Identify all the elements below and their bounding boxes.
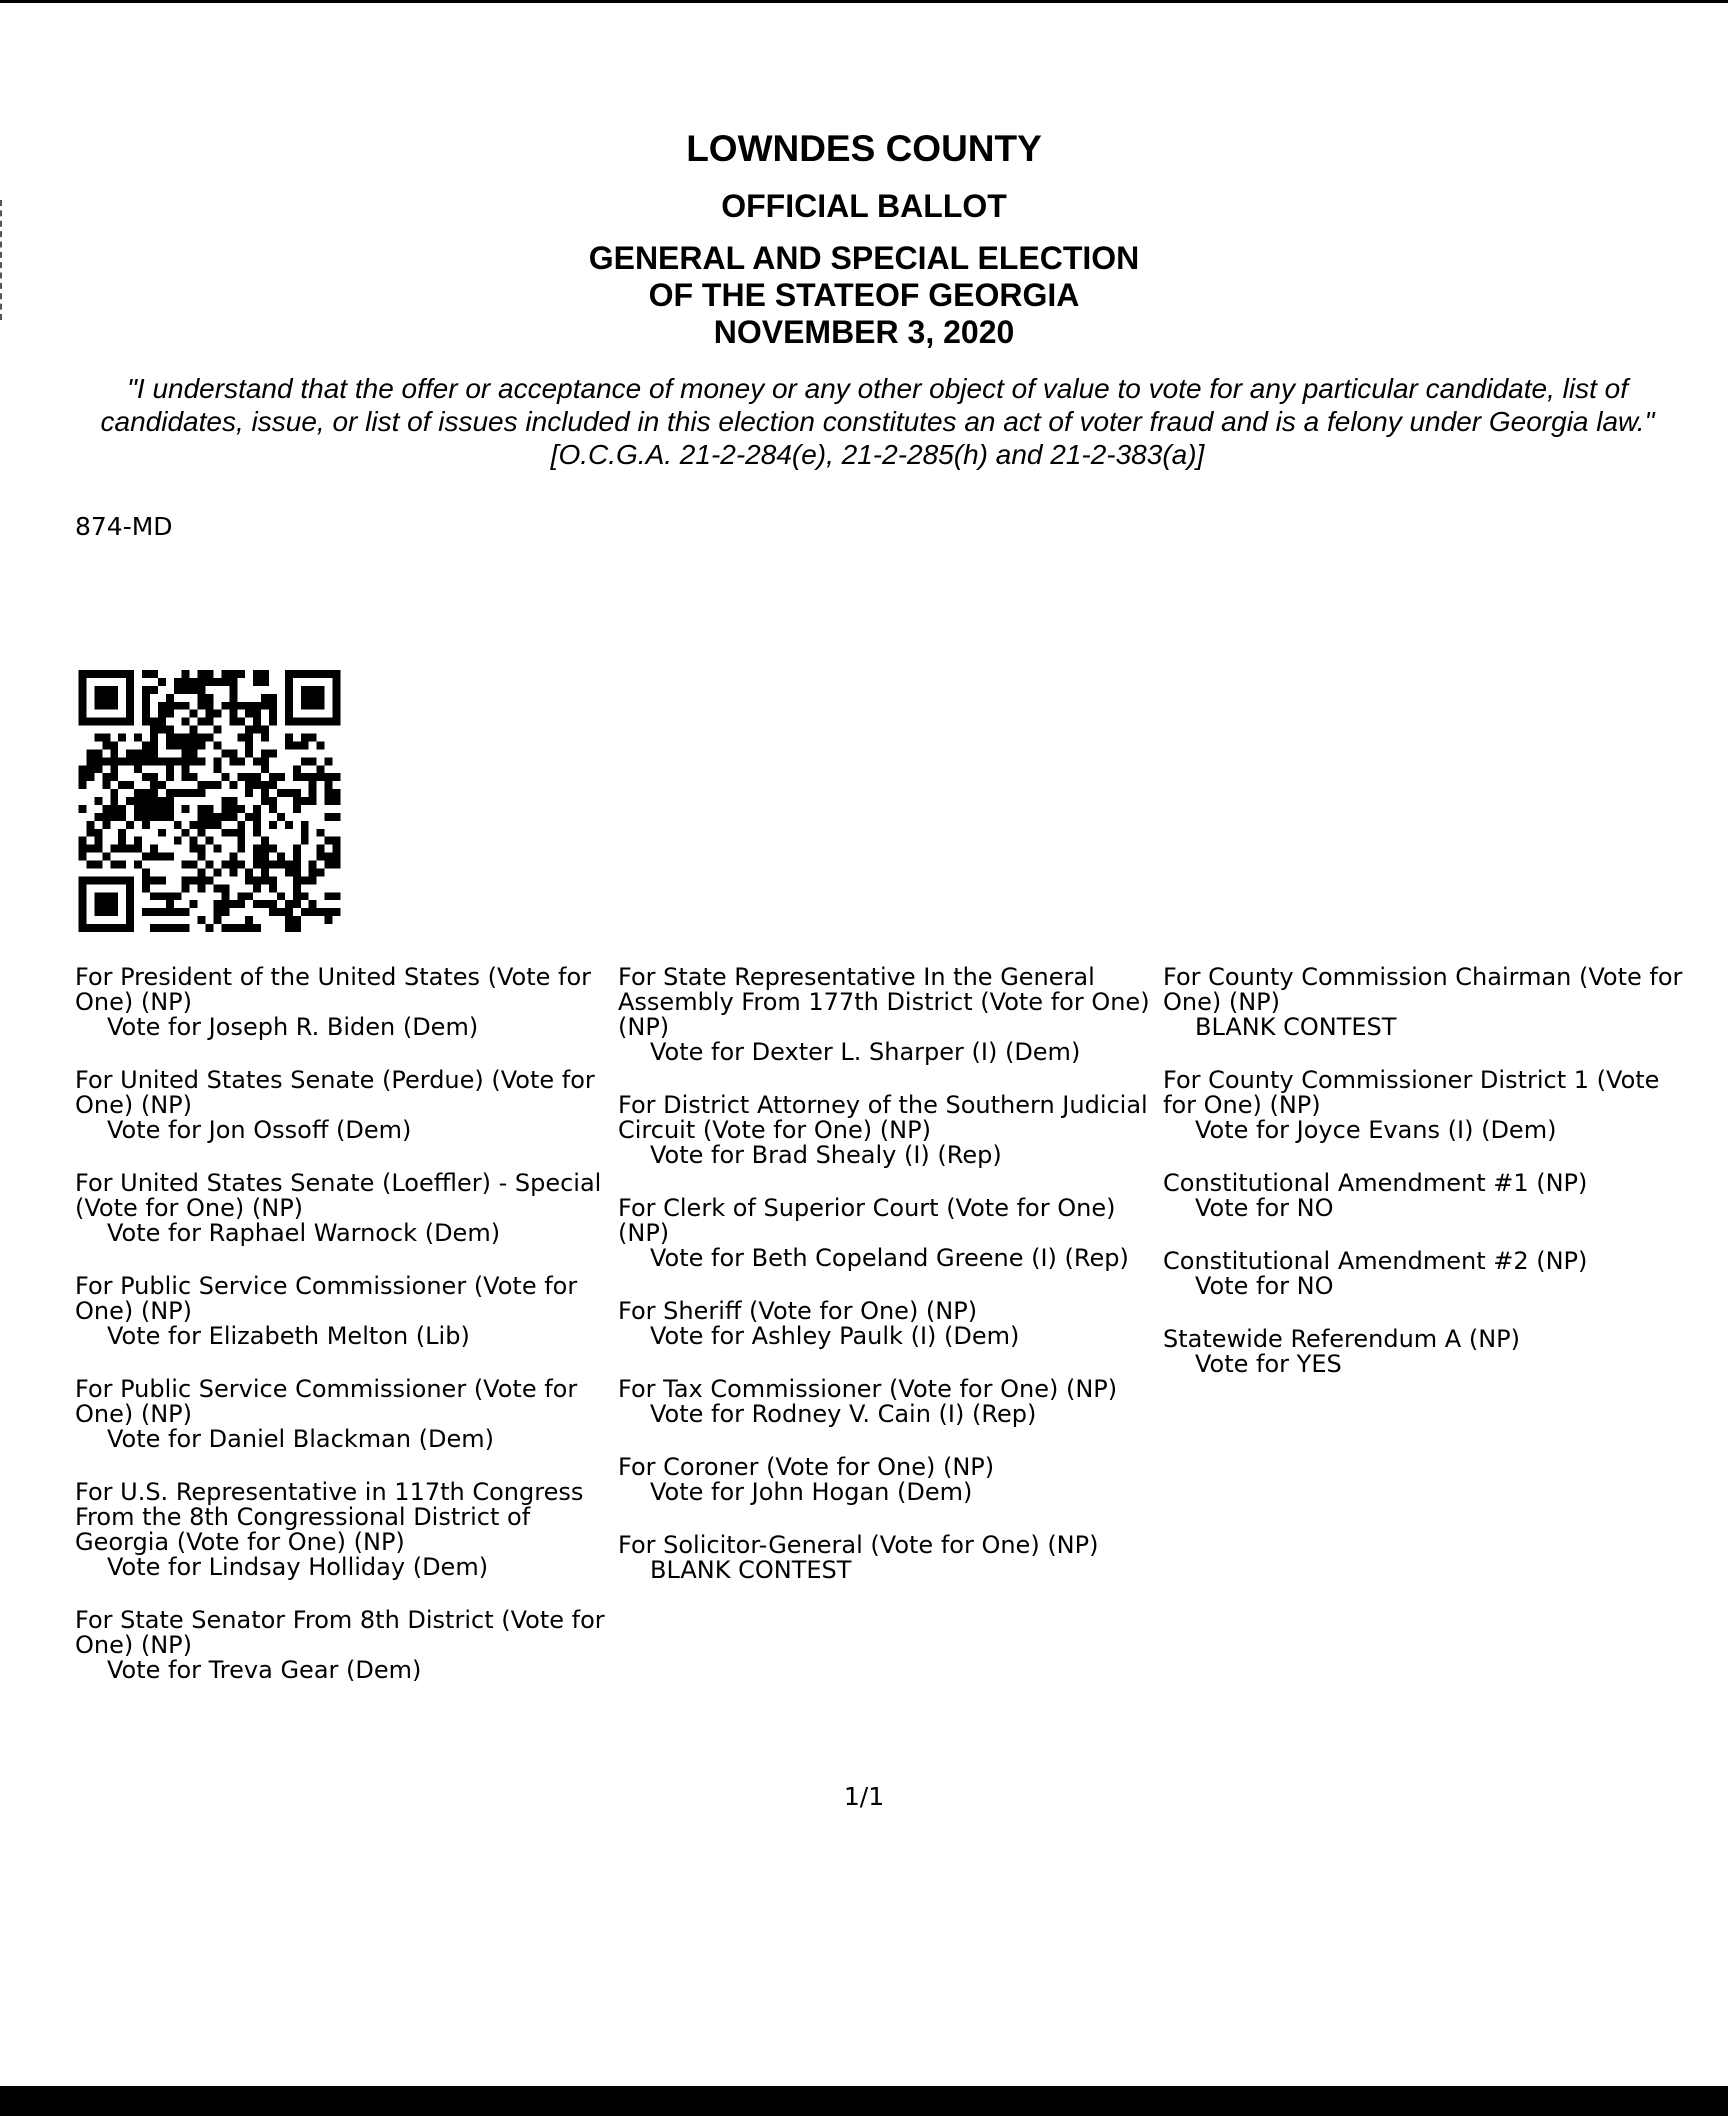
race-selection: BLANK CONTEST xyxy=(650,1556,852,1584)
race-title: For Solicitor-General (Vote for One) (NP) xyxy=(618,1531,1099,1559)
race-selection: Vote for Joseph R. Biden (Dem) xyxy=(107,1013,479,1041)
race-title: For U.S. Representative in 117th Congress From the 8th Congressional District of Georgia (Vote for One) (NP) xyxy=(75,1478,584,1556)
race-selection: Vote for Elizabeth Melton (Lib) xyxy=(107,1322,470,1350)
county-title: LOWNDES COUNTY xyxy=(686,128,1042,169)
race-item xyxy=(75,1608,615,1683)
race-title: For Public Service Commissioner (Vote for One) (NP) xyxy=(75,1375,578,1428)
race-title: For State Representative In the General Assembly From 177th District (Vote for One) (NP) xyxy=(618,963,1150,1041)
race-selection: Vote for Brad Shealy (I) (Rep) xyxy=(650,1141,1002,1169)
race-item xyxy=(75,1480,615,1580)
race-title: Constitutional Amendment #1 (NP) xyxy=(1163,1169,1588,1197)
race-item xyxy=(618,1196,1158,1271)
race-item xyxy=(1163,1068,1683,1143)
race-selection: Vote for YES xyxy=(1195,1350,1342,1378)
race-item xyxy=(75,1068,615,1143)
race-selection: Vote for Raphael Warnock (Dem) xyxy=(107,1219,501,1247)
races-column-2 xyxy=(618,965,1158,1611)
race-item xyxy=(618,1093,1158,1168)
voter-fraud-oath: "I understand that the offer or acceptance of money or any other object of value to vote for any particular candidate, list of candidates, issue, or list of issues included in this election constitutes an act of voter fraud and is a felony under Georgia law." [O.C.G.A. 21-2-284(e), 21-2-285(h) and 21-2-383(a)] xyxy=(100,373,1655,470)
race-selection: Vote for Ashley Paulk (I) (Dem) xyxy=(650,1322,1020,1350)
race-title: For County Commissioner District 1 (Vote for One) (NP) xyxy=(1163,1066,1660,1119)
race-item xyxy=(618,1377,1158,1427)
race-title: For Tax Commissioner (Vote for One) (NP) xyxy=(618,1375,1118,1403)
race-title: For District Attorney of the Southern Judicial Circuit (Vote for One) (NP) xyxy=(618,1091,1148,1144)
race-selection: Vote for Treva Gear (Dem) xyxy=(107,1656,422,1684)
race-title: For Sheriff (Vote for One) (NP) xyxy=(618,1297,978,1325)
race-title: For Clerk of Superior Court (Vote for One) (NP) xyxy=(618,1194,1116,1247)
race-item xyxy=(75,965,615,1040)
race-selection: Vote for Rodney V. Cain (I) (Rep) xyxy=(650,1400,1037,1428)
race-selection: Vote for Dexter L. Sharper (I) (Dem) xyxy=(650,1038,1081,1066)
race-item xyxy=(75,1274,615,1349)
race-title: For Coroner (Vote for One) (NP) xyxy=(618,1453,995,1481)
race-item xyxy=(618,1533,1158,1583)
race-title: For Public Service Commissioner (Vote for One) (NP) xyxy=(75,1272,578,1325)
race-title: For United States Senate (Perdue) (Vote for One) (NP) xyxy=(75,1066,595,1119)
race-title: For United States Senate (Loeffler) - Special (Vote for One) (NP) xyxy=(75,1169,602,1222)
race-title: For President of the United States (Vote for One) (NP) xyxy=(75,963,592,1016)
race-selection: Vote for NO xyxy=(1195,1272,1334,1300)
race-item xyxy=(1163,1327,1683,1377)
race-item xyxy=(1163,1171,1683,1221)
race-selection: Vote for Daniel Blackman (Dem) xyxy=(107,1425,495,1453)
race-selection: Vote for Joyce Evans (I) (Dem) xyxy=(1195,1116,1557,1144)
race-title: For County Commission Chairman (Vote for One) (NP) xyxy=(1163,963,1683,1016)
races-column-3 xyxy=(1163,965,1683,1405)
bottom-scan-band xyxy=(0,2086,1728,2116)
qr-code-icon xyxy=(72,670,347,932)
race-selection: Vote for NO xyxy=(1195,1194,1334,1222)
ballot-type-title: OFFICIAL BALLOT xyxy=(721,188,1007,224)
race-item xyxy=(1163,965,1683,1040)
race-item xyxy=(1163,1249,1683,1299)
race-item xyxy=(618,965,1158,1065)
race-item xyxy=(75,1377,615,1452)
race-selection: Vote for Lindsay Holliday (Dem) xyxy=(107,1553,489,1581)
race-selection: Vote for John Hogan (Dem) xyxy=(650,1478,973,1506)
race-item xyxy=(618,1299,1158,1349)
race-item xyxy=(618,1455,1158,1505)
race-title: Statewide Referendum A (NP) xyxy=(1163,1325,1520,1353)
ballot-style-id: 874-MD xyxy=(75,512,173,541)
race-item xyxy=(75,1171,615,1246)
race-selection: BLANK CONTEST xyxy=(1195,1013,1397,1041)
election-date: NOVEMBER 3, 2020 xyxy=(713,314,1015,350)
top-rule xyxy=(0,0,1728,3)
page-number: 1/1 xyxy=(843,1782,885,1811)
race-title: Constitutional Amendment #2 (NP) xyxy=(1163,1247,1588,1275)
race-selection: Vote for Beth Copeland Greene (I) (Rep) xyxy=(650,1244,1129,1272)
election-title xyxy=(0,240,1728,351)
race-title: For State Senator From 8th District (Vote for One) (NP) xyxy=(75,1606,605,1659)
election-line-1: GENERAL AND SPECIAL ELECTION xyxy=(588,240,1140,276)
races-column-1 xyxy=(75,965,615,1711)
election-line-2: OF THE STATEOF GEORGIA xyxy=(648,277,1080,313)
race-selection: Vote for Jon Ossoff (Dem) xyxy=(107,1116,412,1144)
